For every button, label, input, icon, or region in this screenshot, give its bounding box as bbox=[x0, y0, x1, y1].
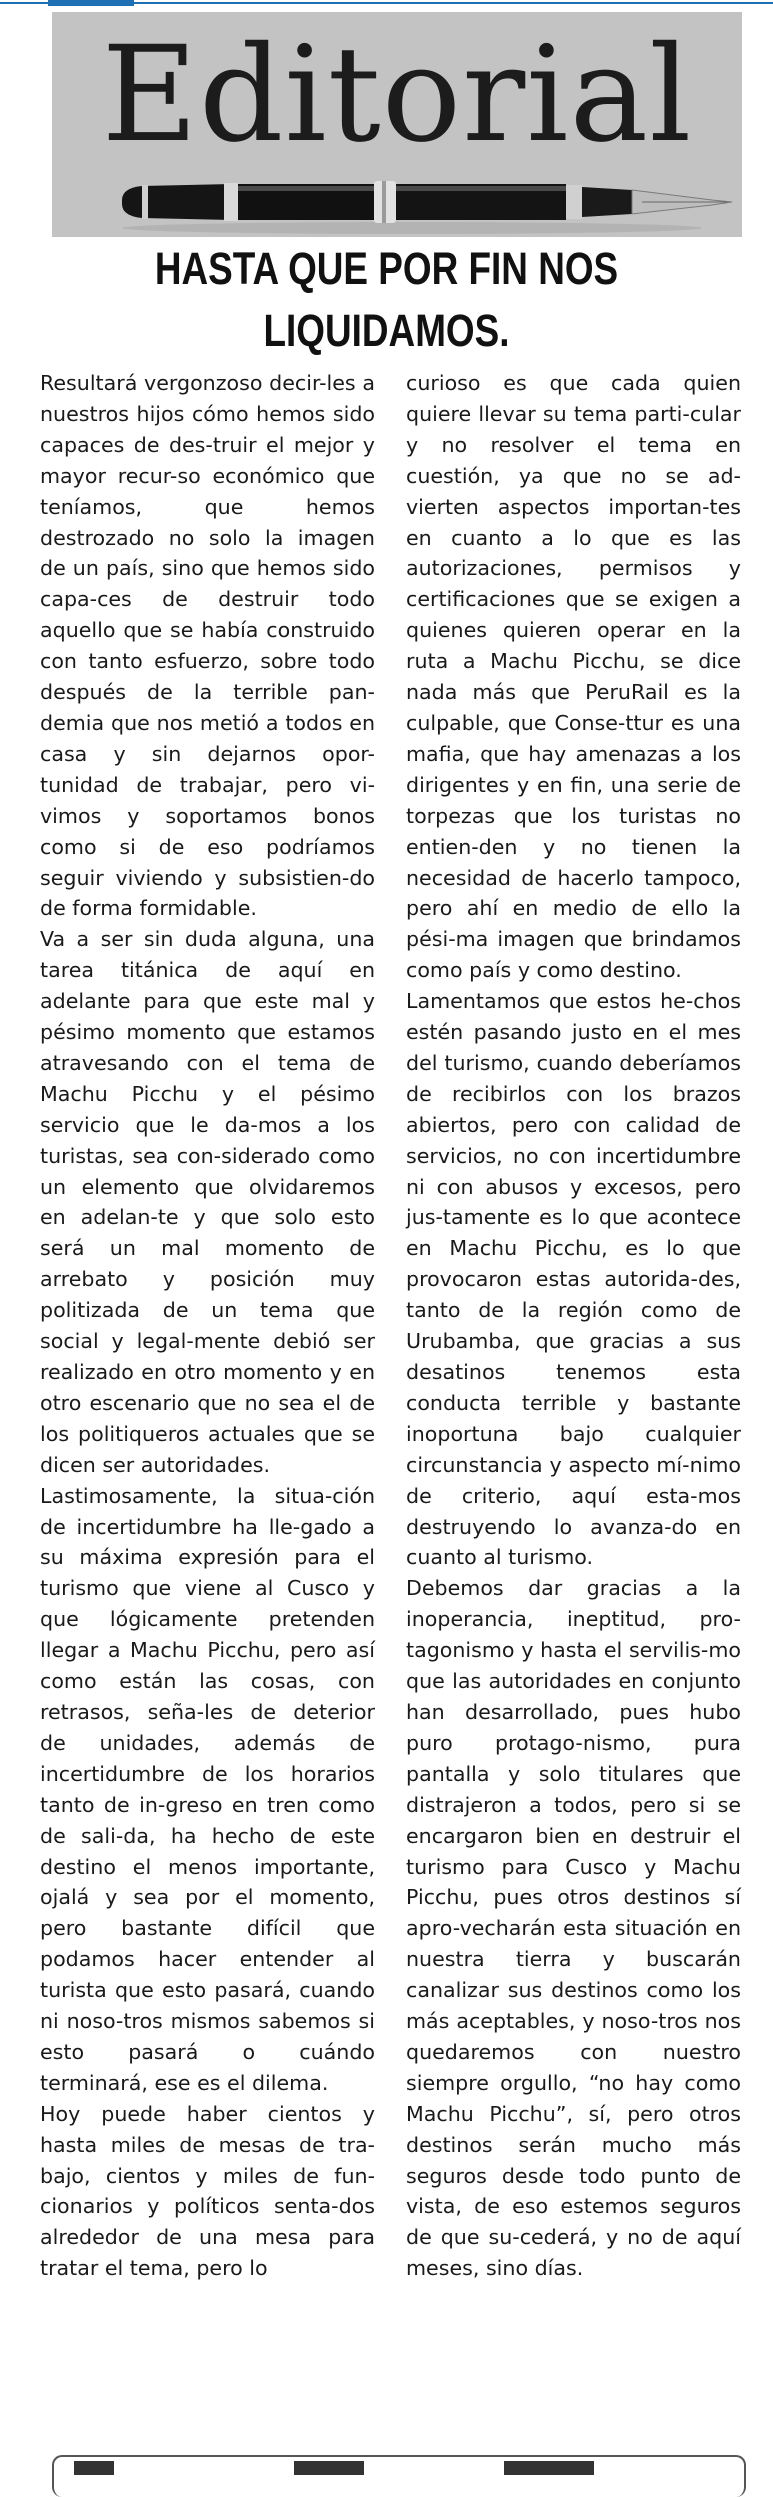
cropped-text-fragment bbox=[294, 2461, 364, 2475]
next-section-box bbox=[52, 2455, 746, 2497]
paragraph: curioso es que cada quien quiere llevar su tema parti-cular y no resolver el tema en cuestión, ya que no se ad-vierten aspectos importan-tes en cuanto a lo que es las autorizaciones, permisos y certificaciones que se exigen a quienes quieren operar en la ruta a Machu Picchu, se dice nada más que PeruRail es la culpable, que Conse-ttur es una mafia, que hay amenazas a los dirigentes y en fin, una serie de torpezas que los turistas no entien-den y no tienen la necesidad de hacerlo tampoco, pero ahí en medio de ello la pési-ma imagen que brindamos como país y como destino. bbox=[406, 371, 741, 983]
paragraph: Va a ser sin duda alguna, una tarea titánica de aquí en adelante para que este mal y pésimo momento que estamos atravesando con el tema de Machu Picchu y el pésimo servicio que le da-mos a los turistas, sea con-siderado como un elemento que olvidaremos en adelan-te y que solo esto será un mal momento de arrebato y posición muy politizada de un tema que social y legal-mente debió ser realizado en otro momento y en otro escenario que no sea el de los politiqueros actuales que se dicen ser autoridades. bbox=[40, 927, 375, 1477]
cropped-text-fragment bbox=[504, 2461, 594, 2475]
paragraph: Resultará vergonzoso decir-les a nuestros hijos cómo hemos sido capaces de des-truir el mejor y mayor recur-so económico que teníamos, que hemos destrozado no solo la imagen de un país, sino que hemos sido capa-ces de destruir todo aquello que se había construido con tanto esfuerzo, sobre todo después de la terrible pan-demia que nos metió a todos en casa y sin dejarnos opor-tunidad de trabajar, pero vi-vimos y soportamos bonos como si de eso podríamos seguir viviendo y subsistien-do de forma formidable. bbox=[40, 371, 375, 921]
paragraph: Lamentamos que estos he-chos estén pasando justo en el mes del turismo, cuando deberíamos de recibirlos con los brazos abiertos, pero con calidad de servicios, no con incertidumbre ni con abusos y excesos, pero jus-tamente es lo que acontece en Machu Picchu, es lo que provocaron estas autorida-des, tanto de la región como de Urubamba, que gracias a sus desatinos tenemos esta conducta terrible y bastante inoportuna bajo cualquier circunstancia y aspecto mí-nimo de criterio, aquí esta-mos destruyendo lo avanza-do en cuanto al turismo. bbox=[406, 989, 741, 1570]
article-column-left bbox=[40, 368, 375, 2284]
paragraph: Lastimosamente, la situa-ción de incertidumbre ha lle-gado a su máxima expresión para el turismo que viene al Cusco y que lógicamente pretenden llegar a Machu Picchu, pero así como están las cosas, con retrasos, seña-les de deterior de unidades, además de incertidumbre de los horarios tanto de in-greso en tren como de sali-da, ha hecho de este destino el menos importante, ojalá y sea por el momento, pero bastante difícil que podamos hacer entender al turista que esto pasará, cuando ni noso-tros mismos sabemos si esto pasará o cuándo terminará, ese es el dilema. bbox=[40, 1483, 375, 2095]
top-rule-tab bbox=[48, 0, 134, 6]
section-title: Editorial bbox=[101, 18, 693, 172]
top-rule bbox=[0, 0, 773, 6]
paragraph: Debemos dar gracias a la inoperancia, ineptitud, pro-tagonismo y hasta el servilis-mo que las autoridades en conjunto han desarrollado, pues hubo puro protago-nismo, pura pantalla y solo titulares que distrajeron a todos, pero si se encargaron bien en destruir el turismo para Cusco y Machu Picchu, pues otros destinos sí apro-vecharán esta situación en nuestra tierra y buscarán canalizar sus destinos como los más aceptables, y noso-tros nos quedaremos con nuestro siempre orgullo, “no hay como Machu Picchu”, sí, pero otros destinos serán mucho más seguros desde todo punto de vista, de eso estemos seguros de que su-cederá, y no de aquí meses, sino días. bbox=[406, 1576, 741, 2281]
article-headline: HASTA QUE POR FIN NOS LIQUIDAMOS. bbox=[154, 243, 619, 356]
article-column-right bbox=[406, 368, 741, 2284]
cropped-text-fragment bbox=[74, 2461, 114, 2475]
paragraph: Hoy puede haber cientos y hasta miles de mesas de tra-bajo, cientos y miles de fun-cionarios y políticos senta-dos alrededor de una mesa para tratar el tema, pero lo bbox=[40, 2101, 375, 2281]
fountain-pen-icon bbox=[112, 162, 742, 237]
editorial-banner bbox=[52, 12, 742, 237]
